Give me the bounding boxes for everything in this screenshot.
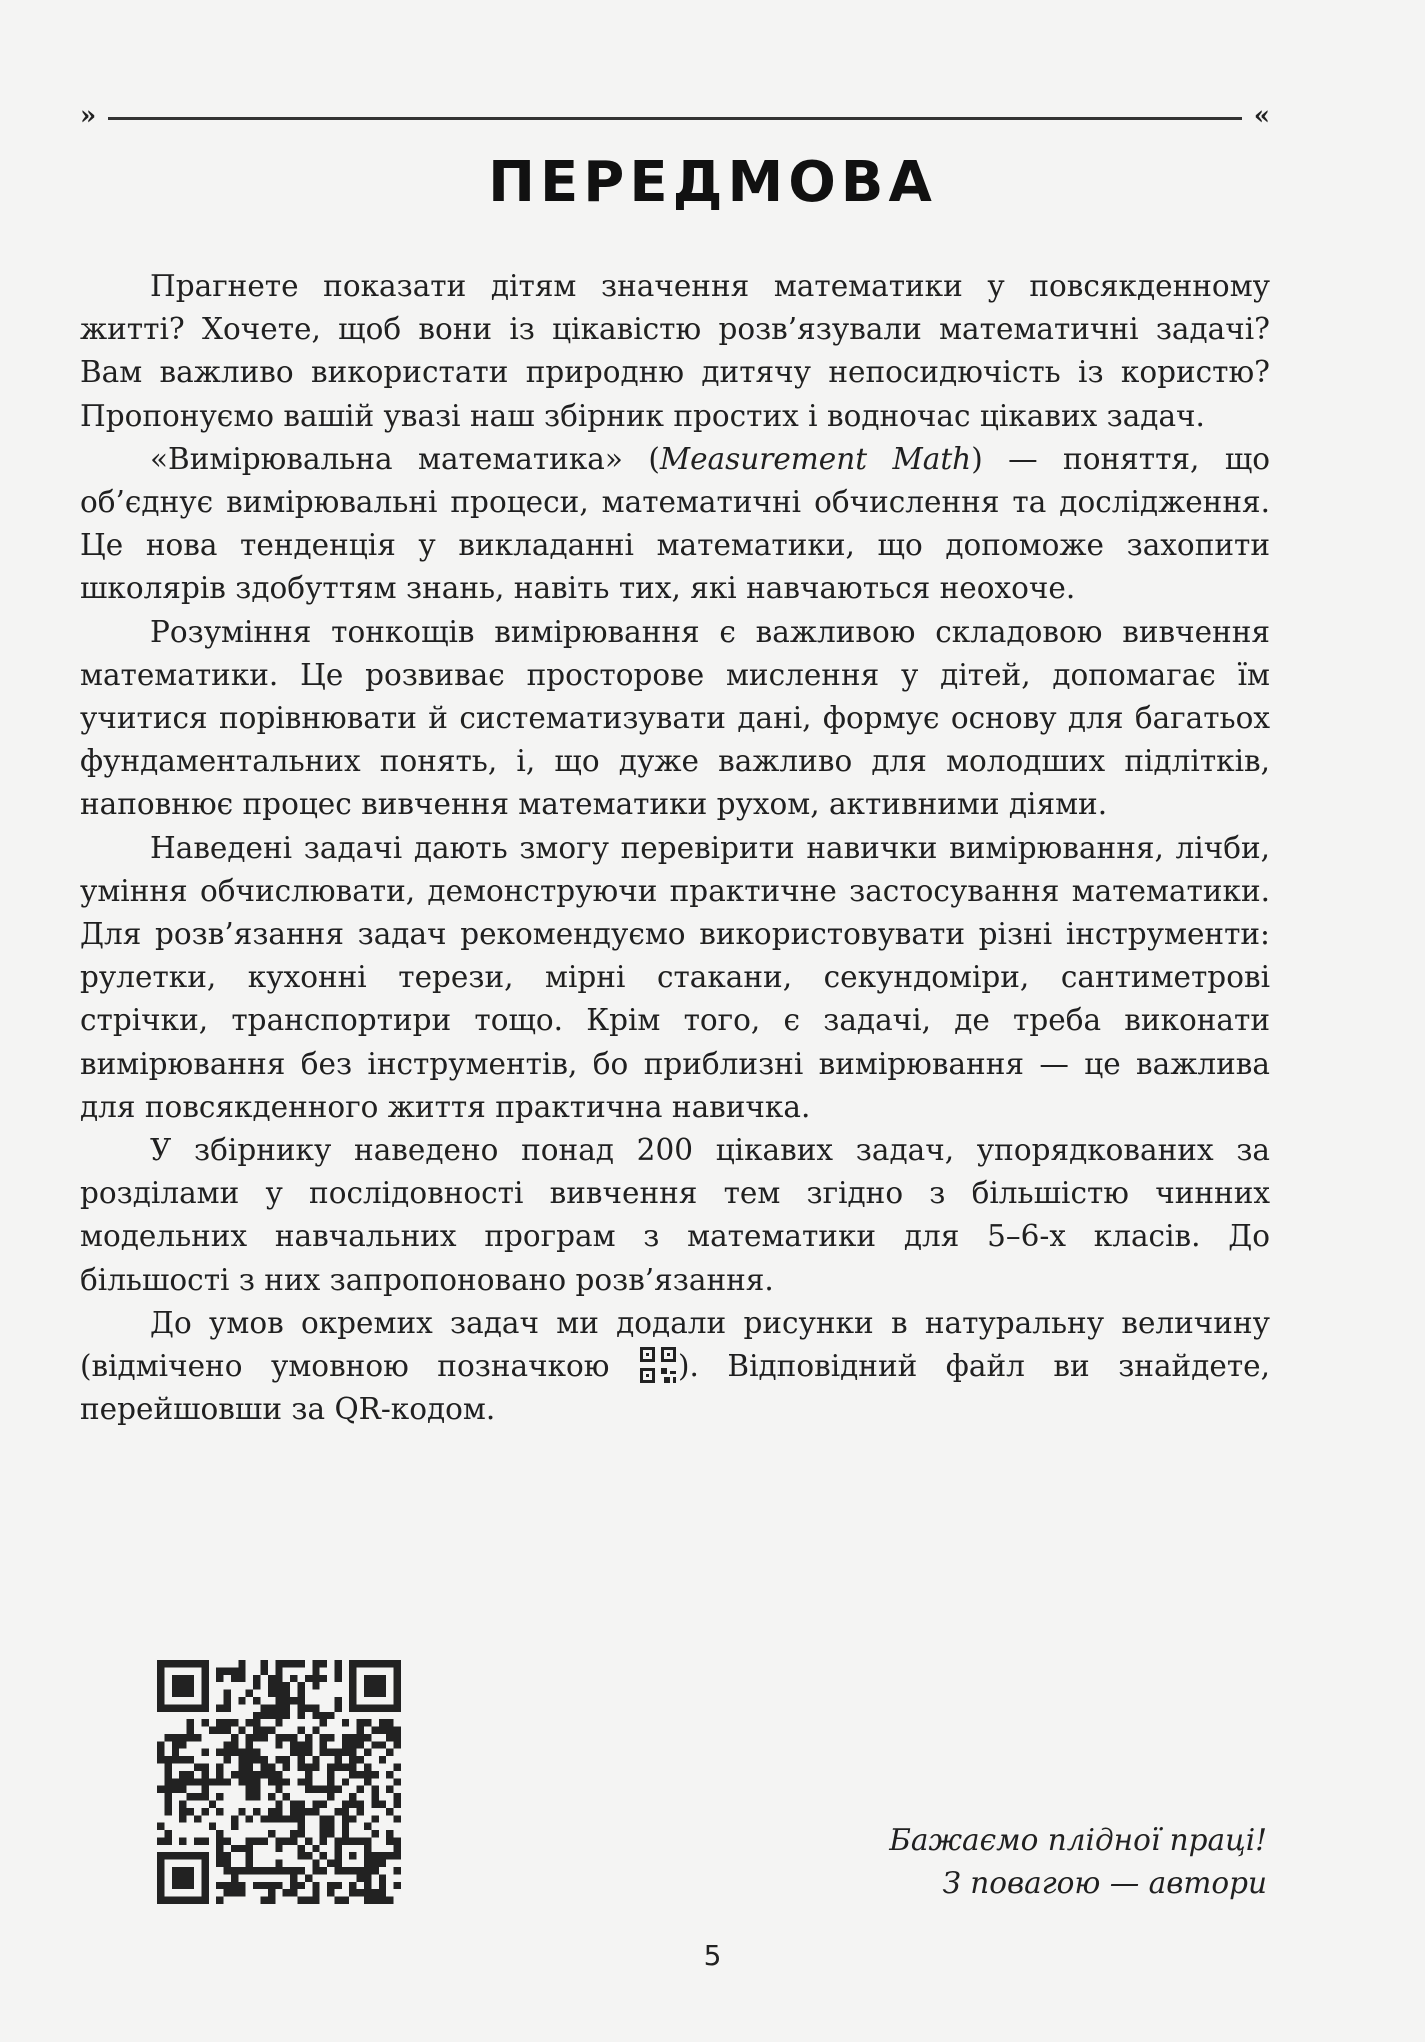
paragraph-1: Прагнете показати дітям значення математики у повсякденному житті? Хочете, щоб вони із цікавістю розв’язували математичні задачі? Вам важливо використати природню дитячу непосидючість із користю? Пропонуємо вашій увазі наш збірник простих і водночас цікавих задач. (80, 269, 1270, 433)
right-quote-mark: « (1253, 101, 1270, 131)
signoff-wish: Бажаємо плідної праці! (889, 1823, 1267, 1857)
signoff-authors: З повагою — автори (942, 1866, 1267, 1900)
signoff (889, 1819, 1267, 1905)
preface-body (80, 265, 1270, 1431)
qr-marker-icon (640, 1347, 676, 1383)
qr-code[interactable] (157, 1660, 401, 1904)
measurement-math-term: Measurement Math (659, 441, 972, 476)
header-rule (80, 101, 1270, 135)
paragraph-3: Розуміння тонкощів вимірювання є важливою складовою вивчення математики. Це розвиває просторове мислення у дітей, допомагає їм учитися порівнювати й систематизувати дані, формує основу для багатьох фундаментальних понять, і, що дуже важливо для молодших підлітків, наповнює процес вивчення математики рухом, активними діями. (80, 614, 1270, 822)
header-line (108, 117, 1242, 120)
paragraph-2: «Вимірювальна математика» (Measurement Math) — поняття, що об’єднує вимірювальні процеси, математичні обчислення та дослідження. Це нова тенденція у викладанні математики, що допоможе захопити школярів здобуттям знань, навіть тих, які навчаються неохоче. (80, 441, 1271, 606)
paragraph-4: Наведені задачі дають змогу перевірити навички вимірювання, лічби, уміння обчислювати, демонструючи практичне застосування математики. Для розв’язання задач рекомендуємо використовувати різні інструменти: рулетки, кухонні терези, мірні стакани, секундоміри, сантиметрові стрічки, транспортири тощо. Крім того, є задачі, де треба виконати вимірювання без інструментів, бо приблизні вимірювання — це важлива для повсякденного життя практична навичка. (80, 830, 1270, 1124)
paragraph-5: У збірнику наведено понад 200 цікавих задач, упорядкованих за розділами у послідовності вивчення тем згідно з більшістю чинних модельних навчальних програм з математики для 5–6-х класів. До більшості з них запропоновано розв’язання. (80, 1133, 1270, 1297)
page-number: 5 (703, 1939, 722, 1972)
page-title: ПЕРЕДМОВА (488, 150, 937, 215)
paragraph-6: До умов окремих задач ми додали рисунки в натуральну величину (відмічено умовною позначкою ). Відповідний файл ви знайдете, перейшовши за QR-кодом. (80, 1305, 1270, 1427)
left-quote-mark: » (80, 101, 97, 131)
